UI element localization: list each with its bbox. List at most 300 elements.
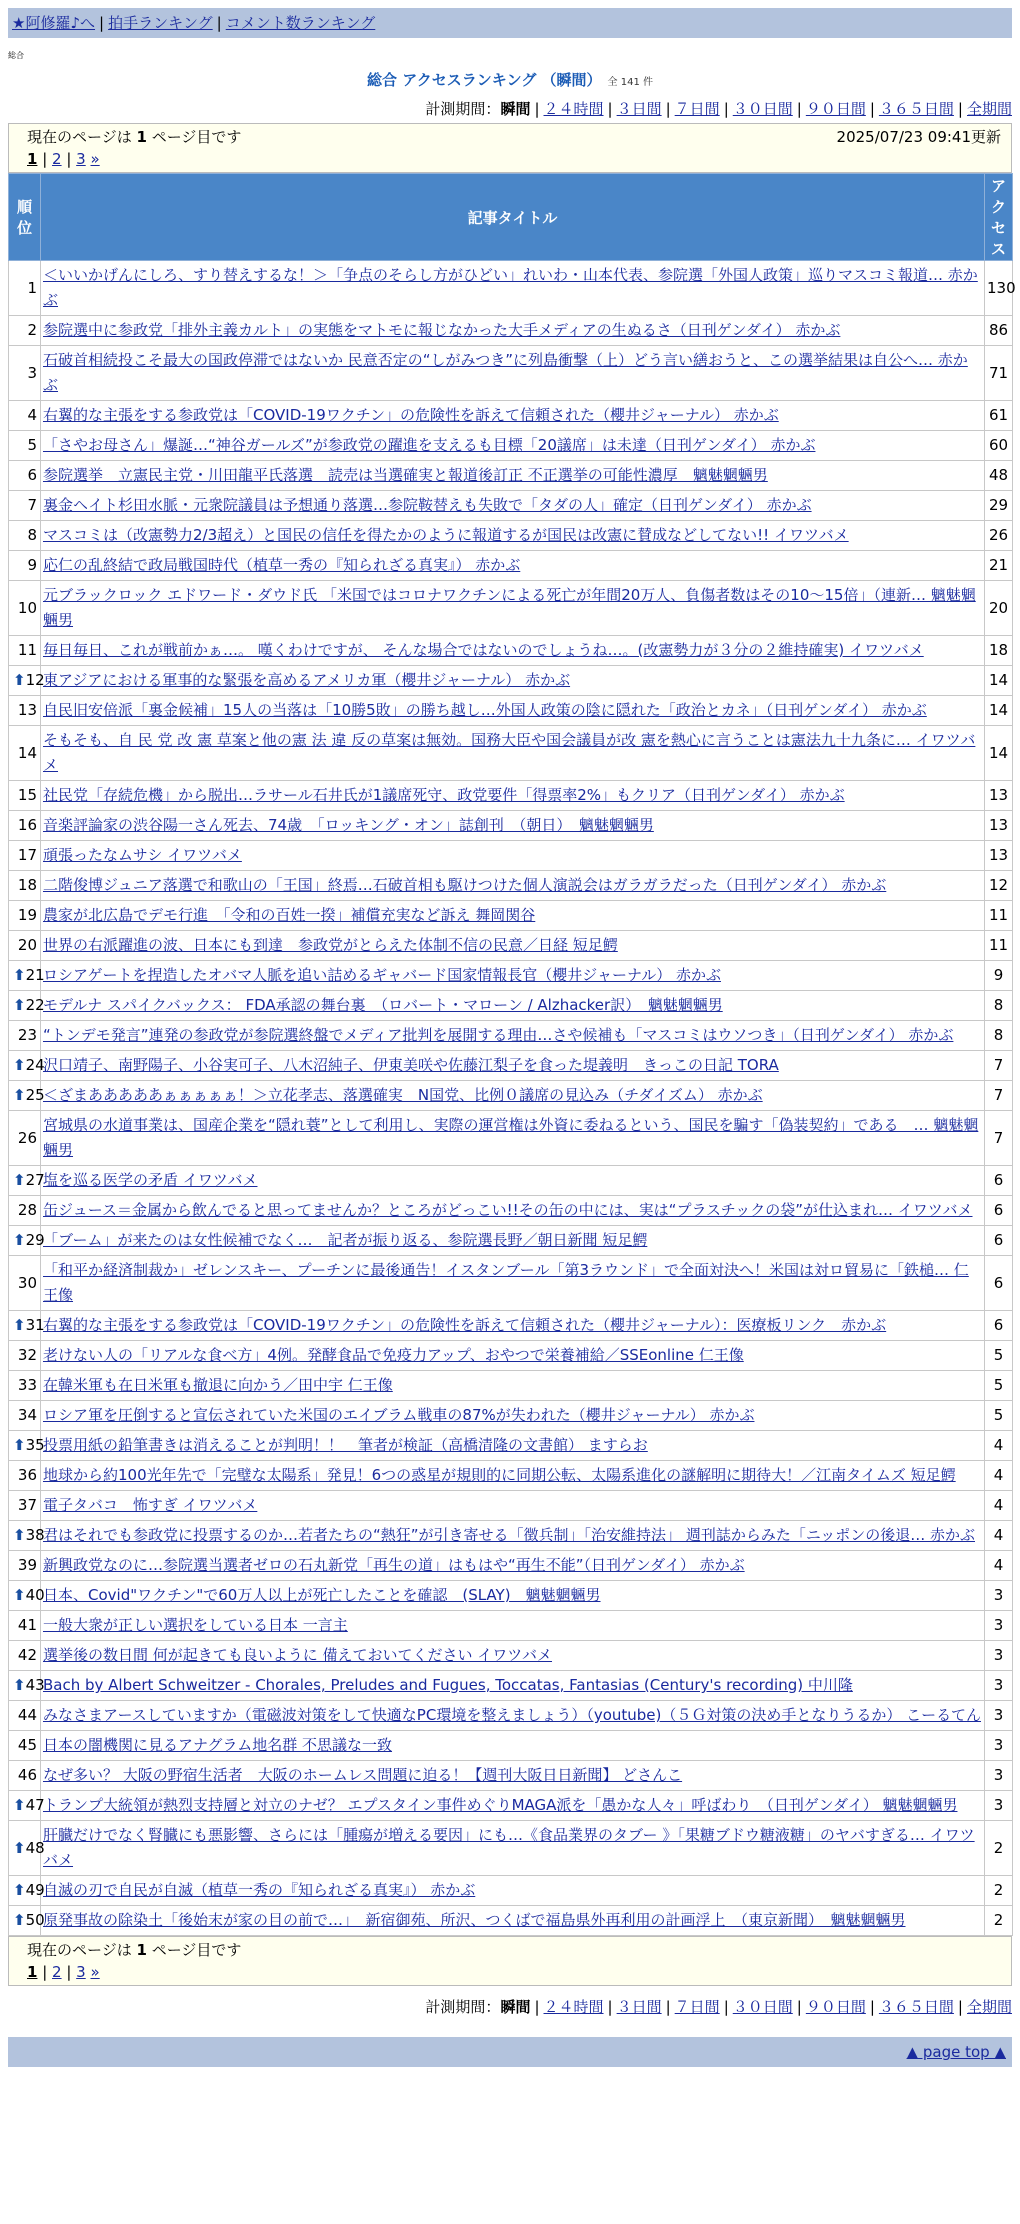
bottom-bar	[8, 2037, 1012, 2067]
period-current: 瞬間	[500, 100, 531, 118]
period-separator: |	[665, 100, 671, 118]
up-arrow-icon: ⬆	[13, 1586, 26, 1604]
page-top-link[interactable]: ▲ page top ▲	[906, 2043, 1006, 2061]
period-link[interactable]: ３日間	[616, 1998, 662, 2016]
rank-cell	[9, 871, 41, 901]
table-row	[9, 1731, 1013, 1761]
article-link[interactable]: 石破首相続投こそ最大の国政停滞ではないか 民意否定の“しがみつき”に列島衝撃（上）どう言い繕おうと、この選挙結果は自公へ… 赤かぶ	[43, 351, 968, 394]
table-row	[9, 1906, 1013, 1936]
access-count: 86	[985, 316, 1013, 346]
table-row	[9, 961, 1013, 991]
access-count: 4	[985, 1461, 1013, 1491]
rank-cell	[9, 1761, 41, 1791]
period-selector	[0, 98, 1012, 119]
page-info-prefix: 現在のページは	[27, 128, 132, 146]
table-row	[9, 1111, 1013, 1166]
access-count: 6	[985, 1256, 1013, 1311]
table-row	[9, 901, 1013, 931]
table-row	[9, 1461, 1013, 1491]
nav-separator: |	[216, 14, 222, 32]
up-arrow-icon: ⬆	[13, 1056, 26, 1074]
period-link[interactable]: ３６５日間	[878, 1998, 954, 2016]
title-cell	[41, 696, 985, 726]
table-row	[9, 811, 1013, 841]
title-cell	[41, 1256, 985, 1311]
access-count: 2	[985, 1876, 1013, 1906]
title-cell	[41, 581, 985, 636]
rank-number: 49	[25, 1881, 45, 1899]
access-count: 4	[985, 1491, 1013, 1521]
period-separator: |	[796, 1998, 802, 2016]
table-row	[9, 1791, 1013, 1821]
table-row	[9, 1021, 1013, 1051]
title-cell	[41, 1671, 985, 1701]
rank-cell	[9, 581, 41, 636]
table-row	[9, 1196, 1013, 1226]
title-cell	[41, 901, 985, 931]
title-cell	[41, 1581, 985, 1611]
article-link[interactable]: 右翼的な主張をする参政党は「COVID-19ワクチン」の危険性を訴えて信頼された（櫻井ジャーナル）：医療板リンク 赤かぶ	[43, 1316, 887, 1334]
article-link[interactable]: モデルナ スパイクバックス： FDA承認の舞台裏 （ロバート・マローン / Alzhacker訳） 魑魅魍魎男	[43, 996, 723, 1014]
table-row	[9, 841, 1013, 871]
access-count: 9	[985, 961, 1013, 991]
rank-cell	[9, 811, 41, 841]
rank-cell	[9, 781, 41, 811]
rank-number: 46	[17, 1766, 37, 1784]
rank-cell	[9, 401, 41, 431]
access-count: 3	[985, 1641, 1013, 1671]
article-link[interactable]: ＜いいかげんにしろ、すり替えするな！＞「争点のそらし方がひどい」れいわ・山本代表、参院選「外国人政策」巡りマスコミ報道… 赤かぶ	[43, 266, 978, 309]
rank-number: 14	[17, 743, 37, 762]
access-count: 26	[985, 521, 1013, 551]
table-row	[9, 1671, 1013, 1701]
header-title: 記事タイトル	[41, 174, 985, 261]
period-link[interactable]: ２４時間	[543, 1998, 604, 2016]
up-arrow-icon: ⬆	[13, 1316, 26, 1334]
access-count: 3	[985, 1671, 1013, 1701]
table-row	[9, 401, 1013, 431]
rank-cell	[9, 1791, 45, 1821]
title-cell	[41, 1641, 985, 1671]
page-info-current: 1	[136, 1941, 147, 1959]
table-row	[9, 1761, 1013, 1791]
table-row	[9, 871, 1013, 901]
period-link[interactable]: ７日間	[674, 1998, 720, 2016]
nav-link-applause-ranking[interactable]: 拍手ランキング	[108, 14, 213, 32]
pager: 1 | 2 | 3 »	[27, 150, 100, 168]
table-row	[9, 1226, 1013, 1256]
period-link[interactable]: ７日間	[674, 100, 720, 118]
period-link[interactable]: ９０日間	[805, 100, 866, 118]
access-count: 6	[985, 1226, 1013, 1256]
access-count: 2	[985, 1821, 1013, 1876]
table-row	[9, 1166, 1013, 1196]
article-link[interactable]: 君はそれでも参政党に投票するのか…若者たちの“熱狂”が引き寄せる「徴兵制」「治安維持法」 週刊誌からみた「ニッポンの後退… 赤かぶ	[43, 1526, 975, 1544]
table-row	[9, 1821, 1013, 1876]
rank-number: 36	[17, 1466, 37, 1484]
page-info-box	[8, 123, 1012, 173]
access-count: 71	[985, 346, 1013, 401]
table-row	[9, 696, 1013, 726]
rank-number: 1	[27, 278, 37, 297]
article-link[interactable]: 右翼的な主張をする参政党は「COVID-19ワクチン」の危険性を訴えて信頼された（櫻井ジャーナル） 赤かぶ	[43, 406, 779, 424]
rank-cell	[9, 931, 41, 961]
title-cell	[41, 1166, 985, 1196]
rank-cell	[9, 901, 41, 931]
title-cell	[41, 521, 985, 551]
access-count: 14	[985, 666, 1013, 696]
rank-number: 8	[27, 526, 37, 544]
table-row	[9, 316, 1013, 346]
rank-cell	[9, 1401, 41, 1431]
rank-cell	[9, 1021, 41, 1051]
title-cell	[41, 1906, 985, 1936]
article-link[interactable]: ＜ざまあああああぁぁぁぁぁ！＞立花孝志、落選確実 N国党、比例０議席の見込み（チダイズム） 赤かぶ	[43, 1086, 763, 1104]
table-row	[9, 726, 1013, 781]
title-cell	[41, 1051, 985, 1081]
article-link[interactable]: 日本、Covid"ワクチン"で60万人以上が死亡したことを確認 (SLAY) 魑魅魍魎男	[43, 1586, 601, 1604]
title-cell	[41, 551, 985, 581]
table-row	[9, 1491, 1013, 1521]
access-count: 2	[985, 1906, 1013, 1936]
table-row	[9, 1431, 1013, 1461]
article-link[interactable]: 二階俊博ジュニア落選で和歌山の「王国」終焉…石破首相も駆けつけた個人演説会はガラガラだった（日刊ゲンダイ） 赤かぶ	[43, 876, 887, 894]
table-row	[9, 1051, 1013, 1081]
access-count: 14	[985, 726, 1013, 781]
rank-number: 11	[17, 641, 37, 659]
period-link[interactable]: 全期間	[966, 1998, 1012, 2016]
article-link[interactable]: 自民旧安倍派「裏金候補」15人の当落は「10勝5敗」の勝ち越し…外国人政策の陰に隠れた「政治とカネ」（日刊ゲンダイ） 赤かぶ	[43, 701, 927, 719]
table-row	[9, 991, 1013, 1021]
period-link[interactable]: ３日間	[616, 100, 662, 118]
table-row	[9, 1341, 1013, 1371]
article-link[interactable]: Bach by Albert Schweitzer - Chorales, Preludes and Fugues, Toccatas, Fantasias (Century's recording) 中川隆	[43, 1676, 853, 1694]
rank-number: 50	[25, 1911, 45, 1929]
rank-number: 3	[27, 363, 37, 382]
title-cell	[41, 1701, 985, 1731]
page-info-prefix: 現在のページは	[27, 1941, 132, 1959]
up-arrow-icon: ⬆	[13, 1838, 26, 1857]
pager: 1 | 2 | 3 »	[27, 1963, 100, 1981]
up-arrow-icon: ⬆	[13, 1231, 26, 1249]
article-link[interactable]: ロシア軍を圧倒すると宣伝されていた米国のエイブラム戦車の87%が失われた（櫻井ジャーナル） 赤かぶ	[43, 1406, 755, 1424]
article-link[interactable]: 新興政党なのに…参院選当選者ゼロの石丸新党「再生の道」はもはや“再生不能”（日刊ゲンダイ） 赤かぶ	[43, 1556, 745, 1574]
article-link[interactable]: なぜ多い？ 大阪の野宿生活者 大阪のホームレス問題に迫る！【週刊大阪日日新聞】 どさんこ	[43, 1766, 683, 1784]
access-count: 3	[985, 1581, 1013, 1611]
pager-link[interactable]: 2	[52, 150, 62, 168]
rank-number: 40	[25, 1586, 45, 1604]
article-link[interactable]: 肝臓だけでなく腎臓にも悪影響、さらには「腫瘍が増える要因」にも…《食品業界のタブー 》「果糖ブドウ糖液糖」のヤバすぎる… イワツバメ	[43, 1826, 975, 1869]
page-info-current: 1	[136, 128, 147, 146]
article-link[interactable]: 「さやお母さん」爆誕…“神谷ガールズ”が参政党の躍進を支えるも目標「20議席」は未達（日刊ゲンダイ） 赤かぶ	[43, 436, 816, 454]
article-link[interactable]: トランプ大統領が熱烈支持層と対立のナゼ？ エプスタイン事件めぐりMAGA派を「愚かな人々」呼ばわり （日刊ゲンダイ） 魑魅魍魎男	[43, 1796, 958, 1814]
pager-next[interactable]: »	[90, 1963, 100, 1981]
article-link[interactable]: 東アジアにおける軍事的な緊張を高めるアメリカ軍（櫻井ジャーナル） 赤かぶ	[43, 671, 571, 689]
article-link[interactable]: 塩を巡る医学の矛盾 イワツバメ	[43, 1171, 258, 1189]
article-link[interactable]: 参院選中に参政党「排外主義カルト」の実態をマトモに報じなかった大手メディアの生ぬるさ（日刊ゲンダイ） 赤かぶ	[43, 321, 841, 339]
rank-number: 44	[17, 1706, 37, 1724]
rank-cell	[9, 1641, 41, 1671]
title-cell	[41, 1611, 985, 1641]
title-cell	[41, 666, 985, 696]
pager-link[interactable]: 3	[76, 1963, 86, 1981]
table-row	[9, 1641, 1013, 1671]
title-cell	[41, 316, 985, 346]
table-row	[9, 521, 1013, 551]
page-info-suffix: ページ目です	[151, 128, 242, 146]
nav-link-comment-ranking[interactable]: コメント数ランキング	[225, 14, 376, 32]
access-count: 13	[985, 781, 1013, 811]
article-link[interactable]: 音楽評論家の渋谷陽一さん死去、74歳 「ロッキング・オン」誌創刊 （朝日） 魑魅魍魎男	[43, 816, 654, 834]
rank-cell	[9, 636, 41, 666]
article-link[interactable]: 原発事故の除染土「後始末が家の目の前で…」 新宿御苑、所沢、つくばで福島県外再利用の計画浮上 （東京新聞） 魑魅魍魎男	[43, 1911, 906, 1929]
table-row	[9, 346, 1013, 401]
article-link[interactable]: 日本の闇機関に見るアナグラム地名群 不思議な一致	[43, 1736, 393, 1754]
title-cell	[41, 931, 985, 961]
up-arrow-icon: ⬆	[13, 996, 26, 1014]
title-cell	[41, 1491, 985, 1521]
up-arrow-icon: ⬆	[13, 1796, 26, 1814]
access-count: 12	[985, 871, 1013, 901]
title-cell	[41, 811, 985, 841]
title-cell	[41, 1311, 985, 1341]
table-row	[9, 491, 1013, 521]
page-info-row	[9, 1937, 1011, 1961]
page-title-text: 総合 アクセスランキング （瞬間）	[367, 71, 602, 89]
table-row	[9, 261, 1013, 316]
article-link[interactable]: 自滅の刃で自民が自滅（植草一秀の『知られざる真実』） 赤かぶ	[43, 1881, 476, 1899]
up-arrow-icon: ⬆	[13, 966, 26, 984]
rank-cell	[9, 1226, 45, 1256]
up-arrow-icon: ⬆	[13, 1086, 26, 1104]
article-link[interactable]: 「ブーム」が来たのは女性候補でなく… 記者が振り返る、参院選長野／朝日新聞 短足鰐	[43, 1231, 648, 1249]
table-row	[9, 1551, 1013, 1581]
article-link[interactable]: 裏金ヘイト杉田水脈・元衆院議員は予想通り落選…参院鞍替えも失敗で「タダの人」確定（日刊ゲンダイ） 赤かぶ	[43, 496, 812, 514]
nav-link-home[interactable]: ★阿修羅♪へ	[12, 14, 96, 32]
period-selector-bottom	[0, 1996, 1012, 2017]
article-link[interactable]: 社民党「存続危機」から脱出…ラサール石井氏が1議席死守、政党要件「得票率2%」もクリア（日刊ゲンダイ） 赤かぶ	[43, 786, 845, 804]
access-count: 18	[985, 636, 1013, 666]
rank-number: 20	[17, 936, 37, 954]
rank-cell	[9, 551, 41, 581]
rank-cell	[9, 1371, 41, 1401]
rank-number: 12	[25, 671, 45, 689]
period-separator: |	[957, 100, 963, 118]
access-count: 14	[985, 696, 1013, 726]
period-separator: |	[534, 100, 540, 118]
rank-number: 15	[17, 786, 37, 804]
article-link[interactable]: 元ブラックロック エドワード・ダウド氏 「米国ではコロナワクチンによる死亡が年間20万人、負傷者数はその10～15倍」（連新… 魑魅魍魎男	[43, 586, 976, 629]
period-link[interactable]: 全期間	[966, 100, 1012, 118]
access-count: 29	[985, 491, 1013, 521]
rank-number: 34	[17, 1406, 37, 1424]
rank-number: 9	[27, 556, 37, 574]
rank-number: 24	[25, 1056, 45, 1074]
article-link[interactable]: 毎日毎日、これが戦前かぁ…。 嘆くわけですが、 そんな場合ではないのでしょうね…。(改憲勢力が３分の２維持確実) イワツバメ	[43, 641, 924, 659]
table-row	[9, 1401, 1013, 1431]
up-arrow-icon: ⬆	[13, 1881, 26, 1899]
rank-cell	[9, 991, 45, 1021]
rank-number: 27	[25, 1171, 45, 1189]
rank-number: 13	[17, 701, 37, 719]
rank-number: 22	[25, 996, 45, 1014]
article-link[interactable]: 電子タバコ 怖すぎ イワツバメ	[43, 1496, 258, 1514]
pager-current: 1	[27, 1963, 38, 1981]
up-arrow-icon: ⬆	[13, 671, 26, 689]
article-link[interactable]: 世界の右派躍進の波、日本にも到達 参政党がとらえた体制不信の民意／日経 短足鰐	[43, 936, 618, 954]
rank-number: 5	[27, 436, 37, 454]
top-nav	[8, 8, 1012, 38]
article-link[interactable]: 応仁の乱終結で政局戦国時代（植草一秀の『知られざる真実』） 赤かぶ	[43, 556, 521, 574]
article-link[interactable]: みなさまアースしていますか（電磁波対策をして快適なPC環境を整えましょう）（youtube)（５Ｇ対策の決め手となりうるか） こーるてん	[43, 1706, 981, 1724]
rank-cell	[9, 1166, 45, 1196]
header-access: アクセス	[985, 174, 1013, 261]
rank-number: 38	[25, 1526, 45, 1544]
rank-number: 39	[17, 1556, 37, 1574]
rank-cell	[9, 726, 41, 781]
rank-cell	[9, 666, 45, 696]
up-arrow-icon: ⬆	[13, 1911, 26, 1929]
period-separator: |	[869, 1998, 875, 2016]
title-cell	[41, 1021, 985, 1051]
title-cell	[41, 781, 985, 811]
title-cell	[41, 1431, 985, 1461]
updated-timestamp: 2025/07/23 09:41更新	[836, 128, 1001, 146]
period-link[interactable]: ９０日間	[805, 1998, 866, 2016]
nav-separator: |	[99, 14, 105, 32]
rank-number: 18	[17, 876, 37, 894]
title-cell	[41, 431, 985, 461]
page-info-suffix: ページ目です	[151, 1941, 242, 1959]
period-link[interactable]: ２４時間	[543, 100, 604, 118]
period-current: 瞬間	[500, 1998, 531, 2016]
article-link[interactable]: 老けない人の「リアルな食べ方」4例。発酵食品で免疫力アップ、おやつで栄養補給／SSEonline 仁王像	[43, 1346, 744, 1364]
access-count: 13	[985, 841, 1013, 871]
rank-number: 28	[17, 1201, 37, 1219]
article-link[interactable]: 沢口靖子、南野陽子、小谷実可子、八木沼純子、伊東美咲や佐藤江梨子を食った堤義明 きっこの日記 TORA	[43, 1056, 779, 1074]
page-title	[0, 69, 1020, 90]
rank-number: 29	[25, 1231, 45, 1249]
rank-cell	[9, 1731, 41, 1761]
access-count: 4	[985, 1551, 1013, 1581]
rank-cell	[9, 316, 41, 346]
access-count: 48	[985, 461, 1013, 491]
access-count: 3	[985, 1761, 1013, 1791]
article-link[interactable]: マスコミは（改憲勢力2/3超え）と国民の信任を得たかのように報道するが国民は改憲に賛成などしてない!! イワツバメ	[43, 526, 849, 544]
ranking-table	[8, 173, 1016, 1936]
total-count: 全 141 件	[607, 77, 653, 88]
title-cell	[41, 1821, 985, 1876]
article-link[interactable]: “トンデモ発言”連発の参政党が参院選終盤でメディア批判を展開する理由…さや候補も「マスコミはウソつき」（日刊ゲンダイ） 赤かぶ	[43, 1026, 954, 1044]
rank-cell	[9, 1461, 41, 1491]
article-link[interactable]: 地球から約100光年先で「完璧な太陽系」発見！6つの惑星が規則的に同期公転、太陽系進化の謎解明に期待大！／江南タイムズ 短足鰐	[43, 1466, 956, 1484]
rank-cell	[9, 1521, 45, 1551]
rank-cell	[9, 1581, 45, 1611]
pager-next[interactable]: »	[90, 150, 100, 168]
period-separator: |	[796, 100, 802, 118]
access-count: 8	[985, 1021, 1013, 1051]
title-cell	[41, 991, 985, 1021]
title-cell	[41, 1791, 985, 1821]
period-link[interactable]: ３０日間	[732, 1998, 793, 2016]
access-count: 11	[985, 931, 1013, 961]
title-cell	[41, 1341, 985, 1371]
up-arrow-icon: ⬆	[13, 1676, 26, 1694]
title-cell	[41, 841, 985, 871]
up-arrow-icon: ⬆	[13, 1171, 26, 1189]
title-cell	[41, 401, 985, 431]
table-row	[9, 551, 1013, 581]
period-link[interactable]: ３６５日間	[878, 100, 954, 118]
article-link[interactable]: 宮城県の水道事業は、国産企業を“隠れ蓑”として利用し、実際の運営権は外資に委ねるという、国民を騙す「偽装契約」である … 魑魅魍魎男	[43, 1116, 979, 1159]
table-row	[9, 1256, 1013, 1311]
access-count: 130	[985, 261, 1013, 316]
table-row	[9, 1371, 1013, 1401]
pager-current: 1	[27, 150, 38, 168]
title-cell	[41, 1196, 985, 1226]
period-separator: |	[534, 1998, 540, 2016]
rank-number: 33	[17, 1376, 37, 1394]
access-count: 3	[985, 1791, 1013, 1821]
access-count: 6	[985, 1166, 1013, 1196]
rank-cell	[9, 1256, 41, 1311]
period-label: 計測期間：	[425, 1998, 501, 2016]
rank-number: 37	[17, 1496, 37, 1514]
access-count: 7	[985, 1111, 1013, 1166]
rank-cell	[9, 461, 41, 491]
pager-link[interactable]: 2	[52, 1963, 62, 1981]
table-row	[9, 636, 1013, 666]
article-link[interactable]: そもそも、自 民 党 改 憲 草案と他の憲 法 違 反の草案は無効。国務大臣や国会議員が改 憲を熱心に言うことは憲法九十九条に… イワツバメ	[43, 731, 976, 774]
title-cell	[41, 636, 985, 666]
title-cell	[41, 1226, 985, 1256]
article-link[interactable]: 選挙後の数日間 何が起きても良いように 備えておいてください イワツバメ	[43, 1646, 553, 1664]
rank-number: 16	[17, 816, 37, 834]
article-link[interactable]: 頑張ったなムサシ イワツバメ	[43, 846, 242, 864]
rank-number: 19	[17, 906, 37, 924]
article-link[interactable]: 農家が北広島でデモ行進 「令和の百姓一揆」補償充実など訴え 舞岡関谷	[43, 906, 536, 924]
rank-number: 26	[17, 1128, 37, 1147]
title-cell	[41, 1876, 985, 1906]
rank-number: 21	[25, 966, 45, 984]
pager-link[interactable]: 3	[76, 150, 86, 168]
access-count: 4	[985, 1431, 1013, 1461]
article-link[interactable]: 参院選挙 立憲民主党・川田龍平氏落選 読売は当選確実と報道後訂正 不正選挙の可能性濃厚 魑魅魍魎男	[43, 466, 768, 484]
page-info-text	[27, 1939, 241, 1961]
page-info-box-bottom	[8, 1936, 1012, 1986]
rank-cell	[9, 491, 41, 521]
access-count: 5	[985, 1401, 1013, 1431]
article-link[interactable]: 投票用紙の鉛筆書きは消えることが判明！！ 筆者が検証（高橋清隆の文書館） ますらお	[43, 1436, 648, 1454]
access-count: 6	[985, 1196, 1013, 1226]
rank-number: 45	[17, 1736, 37, 1754]
rank-number: 17	[17, 846, 37, 864]
title-cell	[41, 1081, 985, 1111]
table-row	[9, 931, 1013, 961]
table-row	[9, 1311, 1013, 1341]
rank-number: 48	[25, 1838, 45, 1857]
article-link[interactable]: 在韓米軍も在日米軍も撤退に向かう／田中宇 仁王像	[43, 1376, 393, 1394]
article-link[interactable]: 缶ジュース＝金属から飲んでると思ってませんか？ところがどっこい!!その缶の中には、実は“プラスチックの袋”が仕込まれ… イワツバメ	[43, 1201, 973, 1219]
article-link[interactable]: 「和平か経済制裁か」ゼレンスキー、プーチンに最後通告！イスタンブール「第3ラウンド」で全面対決へ！米国は対ロ貿易に「鉄槌… 仁王像	[43, 1261, 969, 1304]
access-count: 3	[985, 1731, 1013, 1761]
rank-number: 47	[25, 1796, 45, 1814]
rank-cell	[9, 1701, 41, 1731]
article-link[interactable]: 一般大衆が正しい選択をしている日本 一言主	[43, 1616, 348, 1634]
article-link[interactable]: ロシアゲートを捏造したオバマ人脈を追い詰めるギャバード国家情報長官（櫻井ジャーナル） 赤かぶ	[43, 966, 721, 984]
access-count: 8	[985, 991, 1013, 1021]
period-link[interactable]: ３０日間	[732, 100, 793, 118]
